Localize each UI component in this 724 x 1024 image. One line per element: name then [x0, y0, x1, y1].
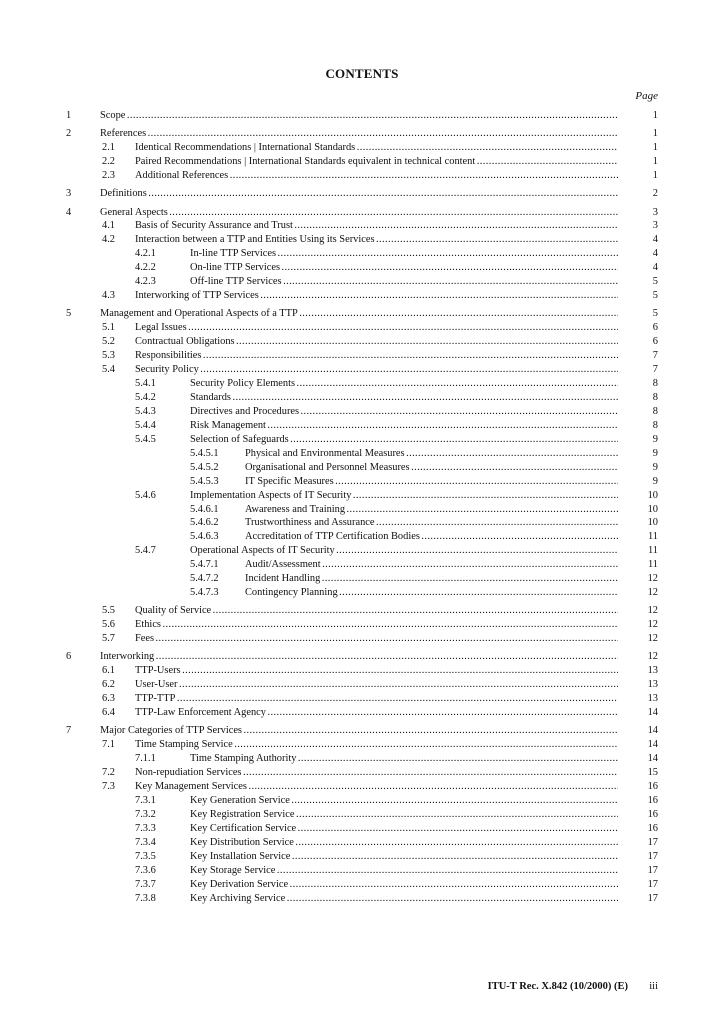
toc-entry-page: 10: [647, 503, 658, 515]
toc-entry-title[interactable]: Scope . . .: [100, 109, 618, 123]
toc-entry-page: 6: [652, 322, 658, 334]
toc-entry-page: 7: [652, 364, 658, 376]
toc-entry-title[interactable]: TTP-TTP . . .: [135, 692, 618, 706]
toc-entry-title[interactable]: Interworking . . .: [100, 650, 618, 664]
toc-entry-page: 1: [652, 170, 658, 182]
toc-entry-page: 5: [652, 308, 658, 320]
toc-entry[interactable]: [66, 724, 658, 738]
toc-entry[interactable]: [66, 391, 658, 405]
toc-entry-number: 5.1: [102, 322, 115, 334]
toc-entry-title[interactable]: Management and Operational Aspects of a TTP . . .: [100, 307, 618, 321]
toc-entry-page: 12: [647, 651, 658, 663]
toc-entry-title[interactable]: Contingency Planning . . .: [245, 586, 618, 600]
toc-entry-number: 6.3: [102, 693, 115, 705]
toc-entry[interactable]: [66, 752, 658, 766]
toc-entry[interactable]: [66, 516, 658, 530]
toc-entry-number: 2.1: [102, 142, 115, 154]
toc-entry[interactable]: [66, 780, 658, 794]
toc-entry-number: 7.3.8: [135, 892, 156, 904]
toc-entry-title[interactable]: Audit/Assessment . . .: [245, 558, 618, 572]
toc-entry-page: 6: [652, 336, 658, 348]
toc-entry-page: 8: [652, 405, 658, 417]
toc-entry-title[interactable]: Paired Recommendations | International Standards equivalent in technical content . . .: [135, 155, 618, 169]
toc-entry-page: 12: [647, 619, 658, 631]
toc-entry[interactable]: [66, 489, 658, 503]
toc-entry-number: 5.6: [102, 619, 115, 631]
toc-entry[interactable]: [66, 109, 658, 123]
toc-entry-title[interactable]: Contractual Obligations . . .: [135, 335, 618, 349]
toc-entry[interactable]: [66, 650, 658, 664]
toc-entry-number: 4.1: [102, 220, 115, 232]
toc-entry[interactable]: [66, 475, 658, 489]
toc-entry-page: 14: [647, 753, 658, 765]
toc-entry-number: 5.2: [102, 336, 115, 348]
toc-entry-number: 3: [66, 188, 72, 200]
toc-entry-number: 6: [66, 651, 72, 663]
toc-entry-page: 8: [652, 378, 658, 390]
toc-entry-title[interactable]: Key Derivation Service . . .: [190, 878, 618, 892]
toc-entry-title[interactable]: Interaction between a TTP and Entities Using its Services . . .: [135, 233, 618, 247]
toc-entry[interactable]: [66, 433, 658, 447]
toc-entry-title[interactable]: Key Archiving Service . . .: [190, 892, 618, 906]
toc-entry-number: 7.3: [102, 781, 115, 793]
toc-entry-page: 9: [652, 475, 658, 487]
toc-entry-number: 5.4.6.1: [190, 503, 219, 515]
toc-entry-number: 5.4.6.2: [190, 517, 219, 529]
table-of-contents: [66, 109, 658, 906]
toc-entry[interactable]: [66, 461, 658, 475]
toc-entry-title[interactable]: Trustworthiness and Assurance . . .: [245, 516, 618, 530]
toc-entry-number: 6.2: [102, 679, 115, 691]
toc-entry-page: 7: [652, 350, 658, 362]
toc-entry-title[interactable]: Ethics . . .: [135, 618, 618, 632]
document-identifier: ITU-T Rec. X.842 (10/2000) (E): [487, 981, 628, 992]
toc-entry-page: 9: [652, 433, 658, 445]
toc-entry-page: 13: [647, 679, 658, 691]
toc-entry-page: 11: [647, 531, 658, 543]
toc-entry-number: 6.1: [102, 665, 115, 677]
toc-entry-page: 13: [647, 693, 658, 705]
toc-entry-number: 7.1.1: [135, 753, 156, 765]
toc-entry-page: 8: [652, 419, 658, 431]
toc-entry-page: 17: [647, 892, 658, 904]
toc-entry[interactable]: [66, 604, 658, 618]
toc-entry[interactable]: [66, 632, 658, 646]
toc-entry-page: 17: [647, 878, 658, 890]
toc-entry-page: 16: [647, 781, 658, 793]
toc-entry-number: 5.4.7.2: [190, 573, 219, 585]
toc-entry-title[interactable]: Awareness and Training . . .: [245, 503, 618, 517]
toc-entry-title[interactable]: Additional References . . .: [135, 169, 618, 183]
toc-entry-page: 12: [647, 633, 658, 645]
toc-entry-title[interactable]: Key Management Services . . .: [135, 780, 618, 794]
toc-entry[interactable]: [66, 219, 658, 233]
toc-entry-title[interactable]: Key Certification Service . . .: [190, 822, 618, 836]
toc-entry-page: 1: [652, 142, 658, 154]
toc-entry[interactable]: [66, 766, 658, 780]
toc-entry-title[interactable]: Time Stamping Service . . .: [135, 738, 618, 752]
toc-entry[interactable]: [66, 377, 658, 391]
toc-entry-number: 7.3.2: [135, 809, 156, 821]
toc-entry[interactable]: [66, 363, 658, 377]
toc-entry-title[interactable]: Interworking of TTP Services . . .: [135, 289, 618, 303]
toc-entry[interactable]: [66, 169, 658, 183]
toc-entry-number: 7.3.1: [135, 795, 156, 807]
toc-entry-number: 5.4.5.3: [190, 475, 219, 487]
toc-entry-page: 9: [652, 447, 658, 459]
toc-entry[interactable]: [66, 503, 658, 517]
toc-entry-number: 4.2.1: [135, 248, 156, 260]
toc-entry[interactable]: [66, 307, 658, 321]
toc-entry-page: 4: [652, 248, 658, 260]
toc-entry-number: 5.4.5: [135, 433, 156, 445]
toc-entry-number: 2: [66, 128, 72, 140]
toc-entry-title[interactable]: User-User . . .: [135, 678, 618, 692]
toc-entry-number: 5.4: [102, 364, 115, 376]
toc-entry-number: 5.4.5.1: [190, 447, 219, 459]
toc-entry-title[interactable]: Risk Management . . .: [190, 419, 618, 433]
toc-entry-number: 5.4.7: [135, 545, 156, 557]
toc-entry-number: 5.4.5.2: [190, 461, 219, 473]
toc-entry[interactable]: [66, 349, 658, 363]
toc-entry[interactable]: [66, 892, 658, 906]
toc-entry-title[interactable]: On-line TTP Services . . .: [190, 261, 618, 275]
toc-entry-page: 10: [647, 517, 658, 529]
toc-entry-title[interactable]: In-line TTP Services . . .: [190, 247, 618, 261]
toc-entry[interactable]: [66, 738, 658, 752]
toc-entry-title[interactable]: Quality of Service . . .: [135, 604, 618, 618]
toc-entry-title[interactable]: Time Stamping Authority . . .: [190, 752, 618, 766]
toc-entry-title[interactable]: Legal Issues . . .: [135, 321, 618, 335]
toc-entry-number: 5.4.6.3: [190, 531, 219, 543]
toc-entry-number: 5.4.4: [135, 419, 156, 431]
toc-entry-page: 2: [652, 188, 658, 200]
toc-entry-title[interactable]: Definitions . . .: [100, 187, 618, 201]
toc-entry[interactable]: [66, 233, 658, 247]
toc-entry-page: 3: [652, 206, 658, 218]
toc-entry-page: 4: [652, 234, 658, 246]
toc-entry-title[interactable]: Organisational and Personnel Measures . . .: [245, 461, 618, 475]
toc-entry-number: 5.4.7.3: [190, 587, 219, 599]
toc-entry[interactable]: [66, 405, 658, 419]
toc-entry-number: 7.1: [102, 739, 115, 751]
toc-entry-title[interactable]: Basis of Security Assurance and Trust . . .: [135, 219, 618, 233]
toc-entry-page: 14: [647, 739, 658, 751]
toc-entry-number: 7.3.7: [135, 878, 156, 890]
toc-entry-number: 5.3: [102, 350, 115, 362]
toc-entry-page: 5: [652, 290, 658, 302]
toc-entry-number: 7: [66, 725, 72, 737]
toc-entry[interactable]: [66, 206, 658, 220]
toc-entry-page: 13: [647, 665, 658, 677]
toc-entry-title[interactable]: TTP-Law Enforcement Agency . . .: [135, 706, 618, 720]
toc-entry[interactable]: [66, 261, 658, 275]
toc-entry-number: 7.2: [102, 767, 115, 779]
toc-entry-title[interactable]: Security Policy . . .: [135, 363, 618, 377]
toc-entry-page: 11: [647, 545, 658, 557]
toc-entry-number: 5.7: [102, 633, 115, 645]
toc-entry-title[interactable]: Operational Aspects of IT Security . . .: [190, 544, 618, 558]
toc-entry-title[interactable]: Standards . . .: [190, 391, 618, 405]
toc-entry[interactable]: [66, 419, 658, 433]
toc-entry-number: 4: [66, 206, 72, 218]
toc-entry-title[interactable]: TTP-Users . . .: [135, 664, 618, 678]
toc-entry-number: 1: [66, 110, 72, 121]
toc-entry-page: 8: [652, 392, 658, 403]
toc-entry-number: 4.2.3: [135, 276, 156, 288]
toc-entry-page: 10: [647, 489, 658, 501]
toc-entry-number: 4.2.2: [135, 262, 156, 274]
toc-entry-page: 14: [647, 707, 658, 719]
toc-entry-title[interactable]: Responsibilities . . .: [135, 349, 618, 363]
toc-entry-title[interactable]: Non-repudiation Services . . .: [135, 766, 618, 780]
toc-entry-number: 7.3.4: [135, 836, 156, 848]
toc-entry-page: 17: [647, 864, 658, 876]
toc-entry[interactable]: [66, 822, 658, 836]
toc-entry[interactable]: [66, 878, 658, 892]
page-column-label: Page: [635, 90, 658, 102]
toc-entry-page: 12: [647, 587, 658, 599]
toc-entry-number: 5.4.6: [135, 489, 156, 501]
toc-entry-title[interactable]: Fees . . .: [135, 632, 618, 646]
toc-entry-page: 4: [652, 262, 658, 274]
toc-entry-title[interactable]: Key Generation Service . . .: [190, 794, 618, 808]
toc-entry[interactable]: [66, 678, 658, 692]
toc-entry[interactable]: [66, 321, 658, 335]
toc-entry-number: 5.4.1: [135, 378, 156, 390]
toc-entry[interactable]: [66, 187, 658, 201]
toc-entry[interactable]: [66, 850, 658, 864]
toc-entry[interactable]: [66, 808, 658, 822]
toc-entry[interactable]: [66, 572, 658, 586]
toc-entry[interactable]: [66, 692, 658, 706]
toc-entry-title[interactable]: Selection of Safeguards . . .: [190, 433, 618, 447]
toc-entry[interactable]: [66, 275, 658, 289]
toc-entry-page: 3: [652, 220, 658, 232]
toc-entry-page: 16: [647, 795, 658, 807]
toc-entry-title[interactable]: Key Distribution Service . . .: [190, 836, 618, 850]
toc-entry-number: 2.2: [102, 156, 115, 168]
toc-entry-page: 12: [647, 605, 658, 617]
toc-entry-page: 14: [647, 725, 658, 737]
toc-entry[interactable]: [66, 335, 658, 349]
toc-entry[interactable]: [66, 558, 658, 572]
toc-entry[interactable]: [66, 664, 658, 678]
toc-entry-page: 15: [647, 767, 658, 779]
toc-entry[interactable]: [66, 530, 658, 544]
toc-entry-number: 5.5: [102, 605, 115, 617]
toc-entry-number: 4.2: [102, 234, 115, 246]
toc-entry-number: 7.3.6: [135, 864, 156, 876]
toc-entry-title[interactable]: Key Installation Service . . .: [190, 850, 618, 864]
toc-entry-title[interactable]: Security Policy Elements . . .: [190, 377, 618, 391]
toc-entry-page: 17: [647, 850, 658, 862]
toc-entry-title[interactable]: Major Categories of TTP Services . . .: [100, 724, 618, 738]
toc-entry-number: 6.4: [102, 707, 115, 719]
toc-entry-title[interactable]: References . . .: [100, 127, 618, 141]
toc-entry-title[interactable]: Accreditation of TTP Certification Bodies . . .: [245, 530, 618, 544]
toc-entry-page: 5: [652, 276, 658, 288]
toc-entry-page: 16: [647, 823, 658, 835]
toc-entry-title[interactable]: Off-line TTP Services . . .: [190, 275, 618, 289]
toc-entry-number: 7.3.3: [135, 823, 156, 835]
toc-entry-title[interactable]: Key Storage Service . . .: [190, 864, 618, 878]
toc-entry-title[interactable]: Physical and Environmental Measures . . .: [245, 447, 618, 461]
toc-entry[interactable]: [66, 247, 658, 261]
toc-entry-number: 5.4.2: [135, 392, 156, 403]
toc-entry-page: 11: [647, 559, 658, 571]
toc-entry[interactable]: [66, 447, 658, 461]
toc-entry-number: 2.3: [102, 170, 115, 182]
toc-entry-title[interactable]: General Aspects . . .: [100, 206, 618, 220]
toc-entry[interactable]: [66, 586, 658, 600]
toc-entry-page: 1: [652, 156, 658, 168]
toc-entry-page: 1: [652, 110, 658, 121]
toc-entry-title[interactable]: Implementation Aspects of IT Security . . .: [190, 489, 618, 503]
toc-entry[interactable]: [66, 141, 658, 155]
toc-entry-page: 17: [647, 836, 658, 848]
toc-entry[interactable]: [66, 618, 658, 632]
toc-entry-page: 9: [652, 461, 658, 473]
toc-entry-number: 5: [66, 308, 72, 320]
toc-entry[interactable]: [66, 544, 658, 558]
toc-entry-number: 5.4.7.1: [190, 559, 219, 571]
toc-entry-number: 7.3.5: [135, 850, 156, 862]
toc-entry-page: 16: [647, 809, 658, 821]
toc-entry-title[interactable]: Key Registration Service . . .: [190, 808, 618, 822]
toc-entry-number: 5.4.3: [135, 405, 156, 417]
page-title: CONTENTS: [325, 66, 399, 81]
toc-entry-title[interactable]: IT Specific Measures . . .: [245, 475, 618, 489]
toc-entry-title[interactable]: Directives and Procedures . . .: [190, 405, 618, 419]
toc-entry-page: 1: [652, 128, 658, 140]
toc-entry[interactable]: [66, 127, 658, 141]
toc-entry[interactable]: [66, 836, 658, 850]
toc-entry-number: 4.3: [102, 290, 115, 302]
toc-entry-page: 12: [647, 573, 658, 585]
toc-entry[interactable]: [66, 706, 658, 720]
toc-entry[interactable]: [66, 155, 658, 169]
toc-entry[interactable]: [66, 289, 658, 303]
page-number: iii: [649, 981, 658, 992]
toc-entry-title[interactable]: Identical Recommendations | International Standards . . .: [135, 141, 618, 155]
toc-entry[interactable]: [66, 794, 658, 808]
toc-entry-title[interactable]: Incident Handling . . .: [245, 572, 618, 586]
toc-entry[interactable]: [66, 864, 658, 878]
